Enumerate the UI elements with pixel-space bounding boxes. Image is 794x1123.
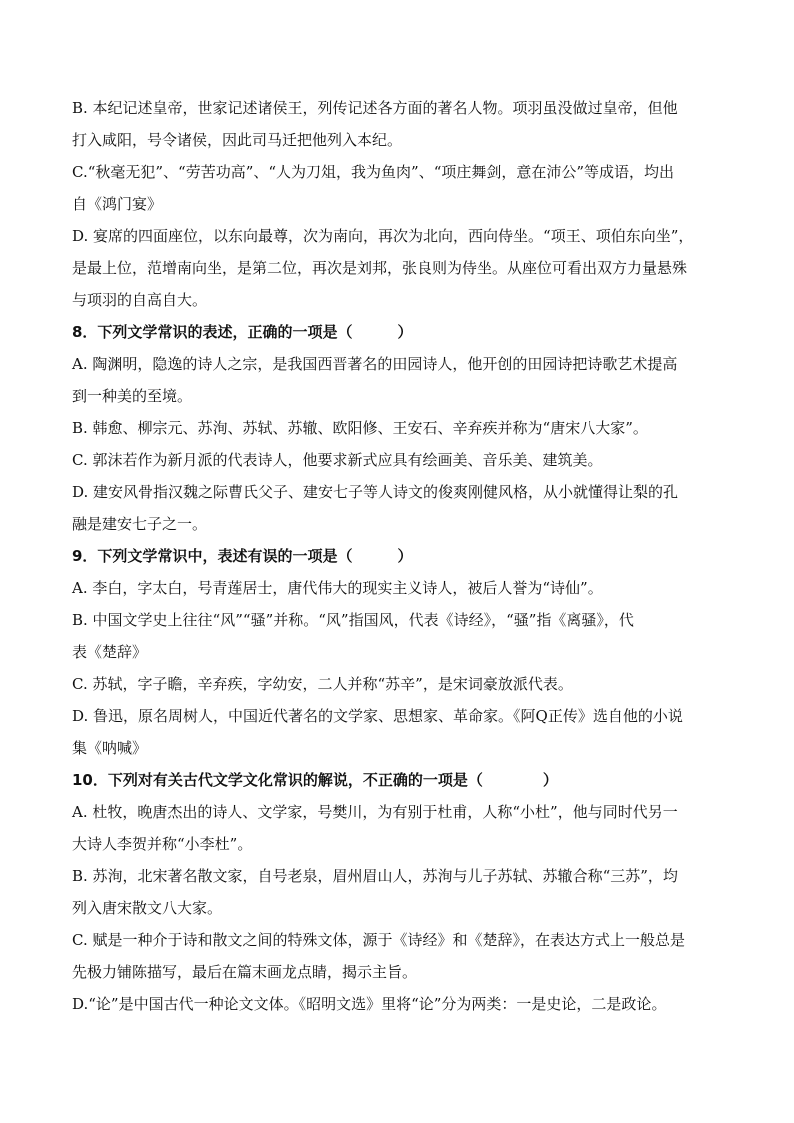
text-line: D. 建安风骨指汉魏之际曹氏父子、建安七子等人诗文的俊爽刚健风格，从小就懂得让梨的孔 <box>72 483 679 501</box>
text-line: B. 中国文学史上往往“风”“骚”并称。“风”指国风，代表《诗经》，“骚”指《离骚》，代 <box>72 611 634 629</box>
text-line: 自《鸿门宴》 <box>72 195 163 213</box>
question-title: 10．下列对有关古代文学文化常识的解说，不正确的一项是（ ） <box>72 771 558 789</box>
text-line: C. 郭沫若作为新月派的代表诗人，他要求新式应具有绘画美、音乐美、建筑美。 <box>72 451 603 469</box>
question-title: 9．下列文学常识中，表述有误的一项是（ ） <box>72 547 413 565</box>
text-line: A. 李白，字太白，号青莲居士，唐代伟大的现实主义诗人，被后人誉为“诗仙”。 <box>72 579 603 597</box>
text-line: A. 杜牧，晚唐杰出的诗人、文学家，号樊川，为有别于杜甫，人称“小杜”，他与同时代另一 <box>72 803 678 821</box>
question-title: 8．下列文学常识的表述，正确的一项是（ ） <box>72 323 413 341</box>
document-page <box>72 92 732 1020</box>
text-line: C.“秋毫无犯”、“劳苦功高”、“人为刀俎，我为鱼肉”、“项庄舞剑，意在沛公”等成语，均出 <box>72 163 675 181</box>
text-line: D.“论”是中国古代一种论文文体。《昭明文选》里将“论”分为两类：一是史论，二是政论。 <box>72 995 667 1013</box>
text-line: 集《呐喊》 <box>72 739 148 757</box>
text-line: B. 韩愈、柳宗元、苏洵、苏轼、苏辙、欧阳修、王安石、辛弃疾并称为“唐宋八大家”。 <box>72 419 648 437</box>
text-line: B. 苏洵，北宋著名散文家，自号老泉，眉州眉山人，苏洵与儿子苏轼、苏辙合称“三苏”，均 <box>72 867 678 885</box>
text-line: 到一种美的至境。 <box>72 387 193 405</box>
text-line: C. 苏轼，字子瞻，辛弃疾，字幼安，二人并称“苏辛”，是宋词豪放派代表。 <box>72 675 573 693</box>
text-line: 与项羽的自高自大。 <box>72 291 208 309</box>
text-line: C. 赋是一种介于诗和散文之间的特殊文体，源于《诗经》和《楚辞》，在表达方式上一般总是 <box>72 931 685 949</box>
text-line: 融是建安七子之一。 <box>72 515 208 533</box>
text-line: 先极力铺陈描写，最后在篇末画龙点睛，揭示主旨。 <box>72 963 418 981</box>
text-line: 是最上位，范增南向坐，是第二位，再次是刘邦，张良则为侍坐。从座位可看出双方力量悬殊 <box>72 259 688 277</box>
text-line: 大诗人李贺并称“小李杜”。 <box>72 835 253 853</box>
text-line: A. 陶渊明，隐逸的诗人之宗，是我国西晋著名的田园诗人，他开创的田园诗把诗歌艺术提高 <box>72 355 678 373</box>
text-line: D. 鲁迅，原名周树人，中国近代著名的文学家、思想家、革命家。《阿Q正传》选自他的小说 <box>72 707 683 725</box>
text-line: 表《楚辞》 <box>72 643 148 661</box>
text-line: 列入唐宋散文八大家。 <box>72 899 223 917</box>
text-line: D. 宴席的四面座位，以东向最尊，次为南向，再次为北向，西向侍坐。“项王、项伯东向坐”， <box>72 227 694 245</box>
text-line: B. 本纪记述皇帝，世家记述诸侯王，列传记述各方面的著名人物。项羽虽没做过皇帝，但他 <box>72 99 678 117</box>
text-line: 打入咸阳，号令诸侯，因此司马迁把他列入本纪。 <box>72 131 403 149</box>
